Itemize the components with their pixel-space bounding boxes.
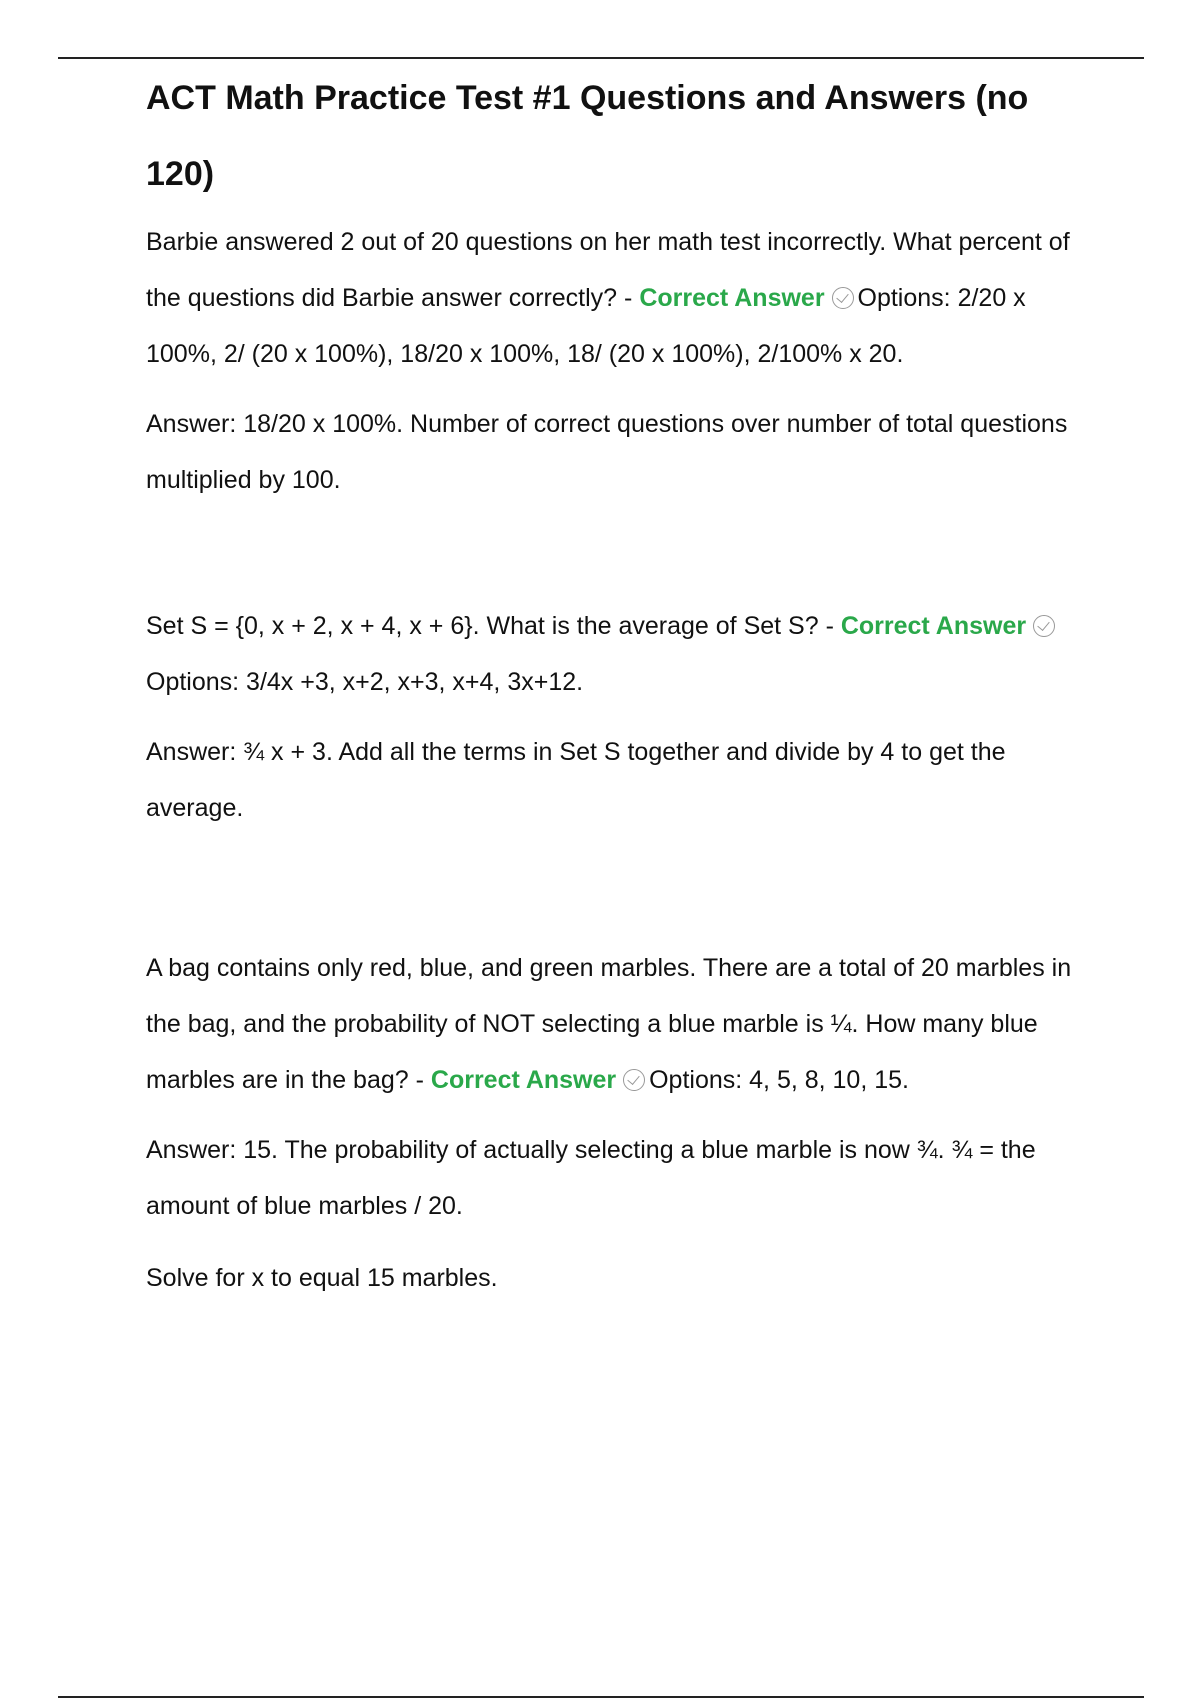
document-body — [146, 60, 1096, 1306]
correct-answer-label: Correct Answer — [840, 612, 1027, 640]
answer-3: Answer: 15. The probability of actually selecting a blue marble is now ¾. ¾ = the amount of blue marbles / 20. — [146, 1136, 1036, 1220]
spacer — [146, 836, 1096, 938]
question-2-text: Set S = {0, x + 2, x + 4, x + 6}. What is the average of Set S? - — [146, 612, 841, 640]
question-3-options: Options: 4, 5, 8, 10, 15. — [649, 1066, 909, 1094]
question-2-options: Options: 3/4x +3, x+2, x+3, x+4, 3x+12. — [146, 668, 584, 696]
question-1 — [146, 214, 1096, 382]
document-title: ACT Math Practice Test #1 Questions and Answers (no 120) — [146, 79, 1029, 193]
question-1-options: Options: 2/20 x 100%, 2/ (20 x 100%), 18/20 x 100%, 18/ (20 x 100%), 2/100% x 20. — [146, 284, 1026, 368]
question-1-text: Barbie answered 2 out of 20 questions on her math test incorrectly. What percent of the questions did Barbie answer correctly? - — [146, 228, 1070, 312]
check-circle-icon — [623, 1069, 645, 1091]
question-3-text: A bag contains only red, blue, and green marbles. There are a total of 20 marbles in the bag, and the probability of NOT selecting a blue marble is ¼. How many blue marbles are in the bag? - — [146, 954, 1072, 1094]
correct-answer-label: Correct Answer — [430, 1066, 617, 1094]
check-circle-icon — [1033, 615, 1055, 637]
check-circle-icon — [832, 287, 854, 309]
top-rule — [58, 57, 1144, 59]
answer-1: Answer: 18/20 x 100%. Number of correct questions over number of total questions multiplied by 100. — [146, 410, 1068, 494]
correct-answer-label: Correct Answer — [639, 284, 825, 312]
spacer — [146, 508, 1096, 596]
answer-3-extra: Solve for x to equal 15 marbles. — [146, 1264, 498, 1292]
question-2 — [146, 598, 1096, 710]
bottom-rule — [58, 1696, 1144, 1698]
answer-2: Answer: ¾ x + 3. Add all the terms in Set S together and divide by 4 to get the average. — [146, 738, 1006, 822]
question-3 — [146, 940, 1096, 1108]
